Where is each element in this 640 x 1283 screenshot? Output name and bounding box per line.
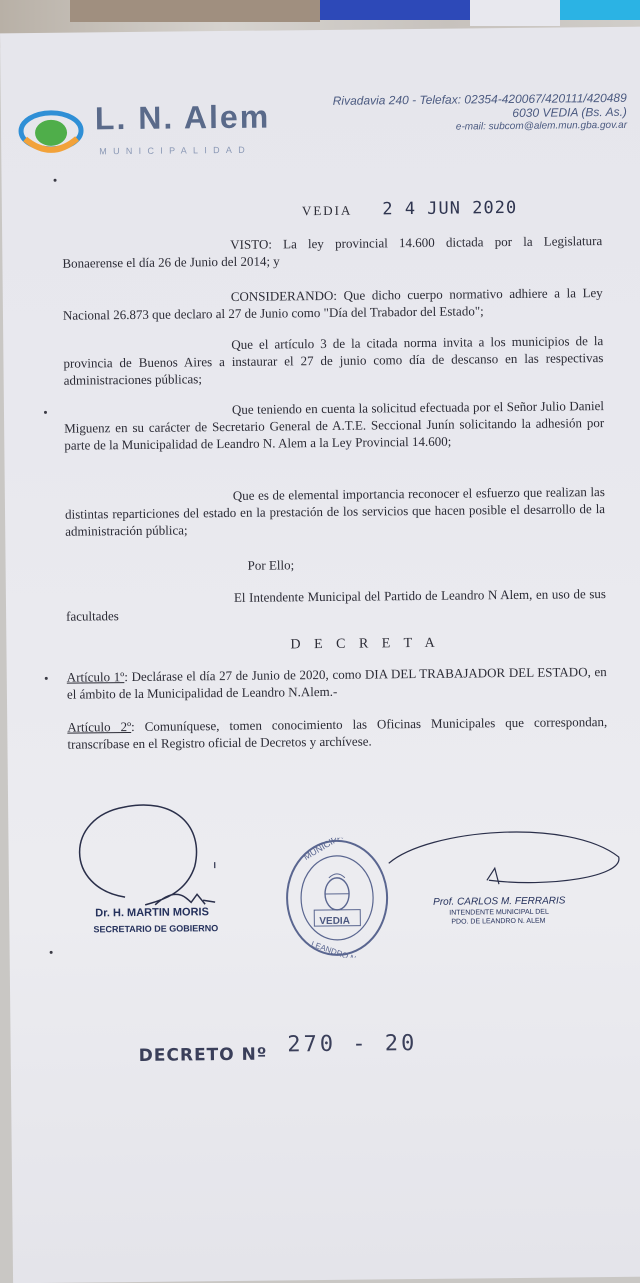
- logo-emblem-icon: [17, 90, 94, 167]
- decree-number: [139, 1039, 418, 1067]
- signer-right-role-line-1: INTENDENTE MUNICIPAL DEL: [449, 909, 549, 917]
- paragraph-solicitud: Que teniendo en cuenta la solicitud efectuada por el Señor Julio Daniel Miguenz en su carácter de Secretario General de A.T.E. Seccional Junín solicitando la adhesión por parte de la Municipalidad de Leandro N. Alem a la Ley Provincial 14.600;: [64, 397, 605, 454]
- article-1: [67, 663, 607, 703]
- signature-intendente: [368, 817, 640, 970]
- contact-block: [333, 91, 627, 136]
- svg-text:LEANDRO N. ALEM: LEANDRO N. ALEM: [310, 940, 382, 959]
- svg-text:MUNICIPALIDAD: MUNICIPALIDAD: [302, 837, 368, 862]
- article-1-label: Artículo 1º: [67, 669, 125, 685]
- desk-object: [560, 0, 640, 20]
- paragraph-importancia: Que es de elemental importancia reconocer el esfuerzo que realizan las distintas reparticiones del estado en la prestación de los servicios que hacen posible el desarrollo de la administración pública;: [65, 483, 606, 540]
- paragraph-por-ello: Por Ello;: [248, 551, 640, 574]
- signer-right-role-line-2: PDO. DE LEANDRO N. ALEM: [451, 918, 545, 926]
- decree-document: [0, 27, 640, 1283]
- logo-subtitle: MUNICIPALIDAD: [99, 145, 251, 157]
- article-2: [67, 713, 607, 753]
- decree-number-value: 270 - 20: [287, 1031, 417, 1057]
- address-line: Rivadavia 240 - Telefax: 02354-420067/420111/420489: [333, 91, 627, 108]
- paragraph-article-3: Que el artículo 3 de la citada norma invita a los municipios de la provincia de Buenos Aires a instaurar el 27 de junio como día de descanso en las respectivas administraciones públicas;: [63, 332, 604, 389]
- speck: [44, 411, 47, 414]
- speck: [50, 951, 53, 954]
- desk-object: [470, 0, 560, 26]
- article-1-text: : Declárase el día 27 de Junio de 2020, como DIA DEL TRABAJADOR DEL ESTADO, en el ámbito de la Municipalidad de Leandro N.Alem.-: [67, 664, 607, 702]
- city-line: 6030 VEDIA (Bs. As.): [333, 105, 627, 122]
- municipality-logo: [17, 89, 258, 172]
- desk-object: [70, 0, 320, 22]
- logo-title: L. N. Alem: [95, 99, 271, 138]
- speck: [45, 677, 48, 680]
- signer-left-name: Dr. H. MARTIN MORIS: [95, 906, 209, 919]
- email-line: e-mail: subcom@alem.mun.gba.gov.ar: [333, 119, 627, 136]
- handwritten-signature-left: [64, 785, 285, 917]
- decree-number-label: DECRETO Nº: [139, 1045, 268, 1066]
- article-2-label: Artículo 2º: [67, 719, 131, 735]
- decreta-heading: D E C R E T A: [290, 636, 439, 654]
- paragraph-intendente: El Intendente Municipal del Partido de Leandro N Alem, en uso de sus facultades: [66, 585, 606, 625]
- date-city: VEDIA: [302, 203, 353, 219]
- signature-secretario: [64, 785, 286, 987]
- handwritten-signature-right: [368, 817, 639, 900]
- desk-object: [320, 0, 470, 20]
- speck: [54, 179, 57, 182]
- paragraph-visto: VISTO: La ley provincial 14.600 dictada por la Legislatura Bonaerense el día 26 de Junio del 2014; y: [62, 232, 602, 272]
- signer-right-name: Prof. CARLOS M. FERRARIS: [433, 895, 565, 907]
- signer-left-role: SECRETARIO DE GOBIERNO: [93, 923, 218, 934]
- article-2-text: : Comuníquese, tomen conocimiento las Oficinas Municipales que correspondan, transcríbase en el Registro oficial de Decretos y archívese.: [67, 714, 607, 752]
- paragraph-considerando: CONSIDERANDO: Que dicho cuerpo normativo adhiere a la Ley Nacional 26.873 que declaro al 27 de Junio como "Día del Trabador del Estado";: [63, 284, 603, 324]
- date-stamp: 2 4 JUN 2020: [382, 198, 517, 219]
- date-line: [302, 198, 517, 220]
- seal-label: VEDIA: [319, 916, 350, 927]
